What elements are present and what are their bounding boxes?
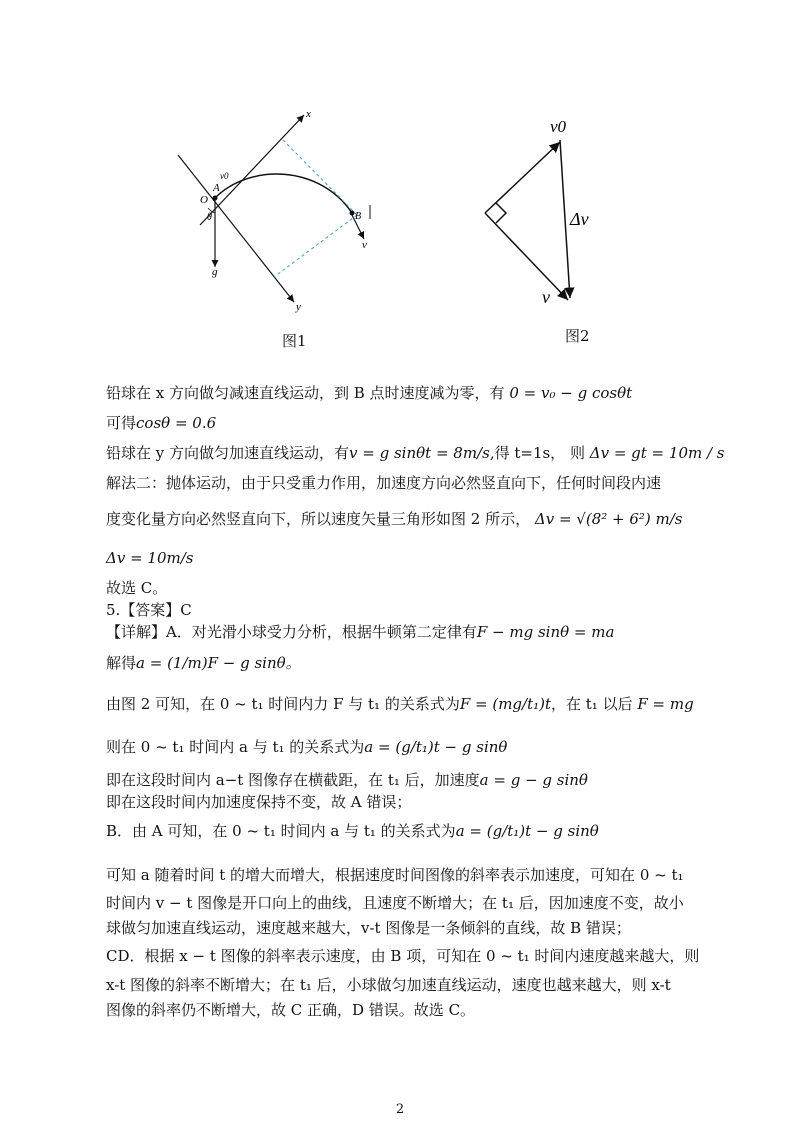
text-line-3: 铅球在 y 方向做匀加速直线运动，有v = g sinθt = 8m/s,得 t=1s， 则 Δv = gt = 10m / s (106, 444, 725, 462)
text-line-19: CD．根据 x − t 图像的斜率表示速度，由 B 项，可知在 0 ~ t₁ 时间内速度越来越大，则 (106, 947, 700, 965)
fig1-y-label: y (296, 301, 301, 313)
fig1-v0-label: v0 (220, 171, 229, 181)
text-line-6: Δv = 10m/s (106, 549, 194, 567)
figure-2-diagram (470, 110, 620, 315)
text-line-16: 可知 a 随着时间 t 的增大而增大，根据速度时间图像的斜率表示加速度，可知在 0 ~ t₁ (106, 866, 684, 884)
text-line-18: 球做匀加速直线运动，速度越来越大，v-t 图像是一条倾斜的直线，故 B 错误； (106, 919, 631, 937)
text-line-17: 时间内 v − t 图像是开口向上的曲线，且速度不断增大；在 t₁ 后，因加速度不变，故小 (106, 894, 684, 912)
fig1-b-label: B (355, 211, 362, 222)
figure-1 (170, 105, 390, 350)
trajectory-curve (215, 174, 352, 213)
x-axis-line (200, 115, 304, 225)
fig1-g-label: g (212, 266, 218, 278)
text-line-13: 即在这段时间内 a−t 图像存在横截距，在 t₁ 后，加速度a = g − g sinθ (106, 771, 588, 789)
v0-arrow (485, 142, 560, 213)
text-line-11: 由图 2 可知，在 0 ~ t₁ 时间内力 F 与 t₁ 的关系式为F = (mg/t₁)t，在 t₁ 以后 F = mg (106, 695, 694, 713)
text-line-12: 则在 0 ~ t₁ 时间内 a 与 t₁ 的关系式为a = (g/t₁)t − g sinθ (106, 738, 508, 756)
figure-2 (470, 110, 620, 345)
text-line-21: 图像的斜率仍不断增大，故 C 正确，D 错误。故选 C。 (106, 1001, 476, 1019)
figure-1-caption: 图1 (282, 332, 307, 350)
text-line-4: 解法二：抛体运动，由于只受重力作用，加速度方向必然竖直向下，任何时间段内速 (106, 474, 662, 492)
text-line-5: 度变化量方向必然竖直向下，所以速度矢量三角形如图 2 所示， Δv = √(8² + 6²) m/s (106, 510, 683, 528)
text-line-8: 5.【答案】C (106, 601, 192, 619)
text-line-10: 解得a = (1/m)F − g sinθ。 (106, 654, 301, 672)
figure-2-caption: 图2 (565, 327, 590, 345)
text-line-2: 可得cosθ = 0.6 (106, 414, 217, 432)
v-arrow (485, 213, 568, 300)
fig2-v-label: v (542, 287, 550, 307)
fig1-theta-label: θ (207, 212, 212, 223)
fig1-a-label: A (213, 182, 220, 194)
delta-v-arrow (560, 140, 570, 298)
text-line-14: 即在这段时间内加速度保持不变，故 A 错误； (106, 793, 412, 811)
y-axis-line (178, 155, 294, 302)
text-line-20: x-t 图像的斜率不断增大；在 t₁ 后，小球做匀加速直线运动，速度也越来越大，则 x-t (106, 976, 671, 994)
text-line-7: 故选 C。 (106, 579, 168, 597)
fig2-v0-label: v0 (550, 117, 567, 136)
figure-1-diagram (170, 105, 390, 320)
fig2-delta-v-label: Δv (570, 209, 589, 229)
page-number: 2 (395, 1102, 405, 1117)
text-line-1: 铅球在 x 方向做匀减速直线运动，到 B 点时速度减为零，有 0 = v₀ − g cosθt (106, 384, 633, 402)
fig1-v-label: v (362, 239, 367, 251)
text-line-9: 【详解】A．对光滑小球受力分析，根据牛顿第二定律有F − mg sinθ = ma (106, 623, 615, 641)
fig1-x-label: x (306, 108, 311, 120)
fig1-o-label: O (200, 194, 208, 206)
text-line-15: B．由 A 可知，在 0 ~ t₁ 时间内 a 与 t₁ 的关系式为a = (g/t₁)t − g sinθ (106, 822, 599, 840)
